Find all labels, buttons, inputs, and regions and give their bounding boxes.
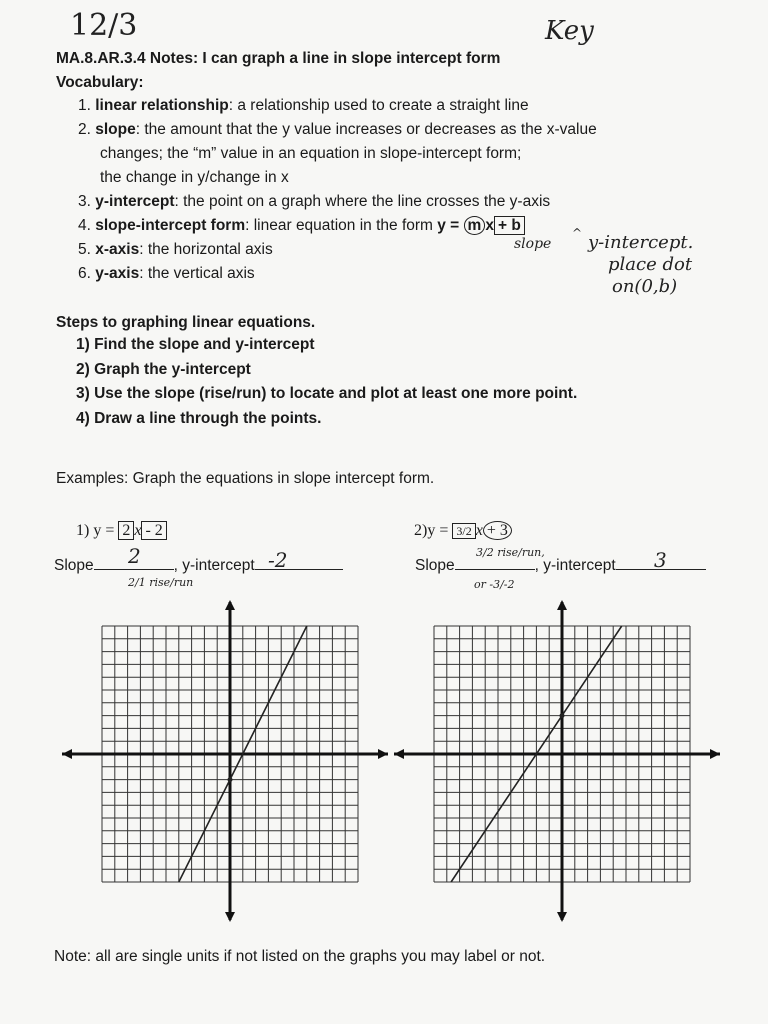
vocab-term: x-axis [95,241,140,258]
form-m: m [464,216,486,235]
y-intercept-point [228,777,233,782]
vocab-def: : the vertical axis [139,265,255,282]
y-axis-arrow-up [225,600,235,610]
vocab-item [78,118,718,142]
ex2-slope-or: or -3/-2 [474,578,515,591]
ex2-yint-label: , y-intercept [534,557,616,574]
y-axis-arrow-up [557,600,567,610]
vocab-term: slope-intercept form [95,217,246,234]
ex1-yint-label: , y-intercept [173,557,255,574]
ex2-slope-label: Slope [415,557,455,574]
ex2-yint-answer: 3 [654,548,667,572]
ex1-m: 2 [118,521,134,540]
vocab-term: y-intercept [95,193,175,210]
yint-note-line: y-intercept. [588,232,694,253]
examples-intro: Examples: Graph the equations in slope intercept form. [56,470,435,487]
vocab-def: : the amount that the y value increases or decreases as the x-value [135,121,597,138]
vocab-term: y-axis [95,265,140,282]
x-axis-arrow-right [710,749,720,759]
vocab-num: 5. [78,241,91,258]
handwritten-slope-note: slope [514,236,552,252]
handwritten-yint-note [588,232,748,298]
handwritten-date: 12/3 [70,8,138,43]
step-item: 1) Find the slope and y-intercept [76,336,315,353]
vocab-item [78,94,718,118]
ex2-m: 3/2 [452,523,475,539]
vocab-num: 4. [78,217,91,234]
vocab-def: : a relationship used to create a straight line [228,97,529,114]
y-axis-arrow-down [557,912,567,922]
ex2-x: x [475,522,483,539]
caret-mark: ^ [572,226,583,240]
ex2-slope-answer: 3/2 rise/run, [476,546,545,559]
form-prefix: y = [437,217,464,234]
vocab-num: 1. [78,97,91,114]
steps-heading: Steps to graphing linear equations. [56,314,316,331]
y-axis-arrow-down [225,912,235,922]
vocab-num: 2. [78,121,91,138]
ex1-label: 1) y = [76,522,119,539]
vocab-num: 3. [78,193,91,210]
yint-note-line: on(0,b) [612,276,678,297]
step-item: 4) Draw a line through the points. [76,409,322,427]
example-1-answers [54,553,343,575]
vocabulary-heading: Vocabulary: [56,74,144,91]
ex1-yint-answer: -2 [268,548,288,572]
form-x: x [485,217,494,234]
ex1-rise-run-note: 2/1 rise/run [128,576,194,589]
ex1-slope-label: Slope [54,557,94,574]
step-item: 2) Graph the y-intercept [76,360,251,378]
vocab-item-cont: changes; the “m” value in an equation in slope-intercept form; [100,145,522,162]
y-intercept-point [560,713,565,718]
footer-note: Note: all are single units if not listed on the graphs you may label or not. [54,948,546,965]
vocab-def: : the horizontal axis [139,241,273,258]
form-b: + b [494,216,525,235]
vocab-term: slope [95,121,136,138]
ex1-x: x [134,522,142,539]
vocab-term: linear relationship [95,97,229,114]
graph-1 [60,596,390,926]
example-1-equation [76,522,167,540]
ex1-b: - 2 [141,521,166,540]
step-item: 3) Use the slope (rise/run) to locate and plot at least one more point. [76,385,578,402]
graph-2 [392,596,722,926]
x-axis-arrow-left [62,749,72,759]
vocab-def: : the point on a graph where the line crosses the y-axis [174,193,551,210]
ex2-b: + 3 [483,521,512,540]
page-title: MA.8.AR.3.4 Notes: I can graph a line in slope intercept form [56,50,501,67]
vocab-num: 6. [78,265,91,282]
x-axis-arrow-left [394,749,404,759]
vocab-item [78,190,718,214]
example-2-equation [414,522,512,540]
handwritten-key: Key [545,16,594,46]
yint-note-line: place dot [608,254,693,275]
vocab-def: : linear equation in the form [245,217,438,234]
ex1-slope-answer: 2 [128,544,141,568]
ex2-label: 2)y = [414,522,453,539]
x-axis-arrow-right [378,749,388,759]
vocab-item-cont: the change in y/change in x [100,169,289,186]
steps-list [76,333,577,431]
